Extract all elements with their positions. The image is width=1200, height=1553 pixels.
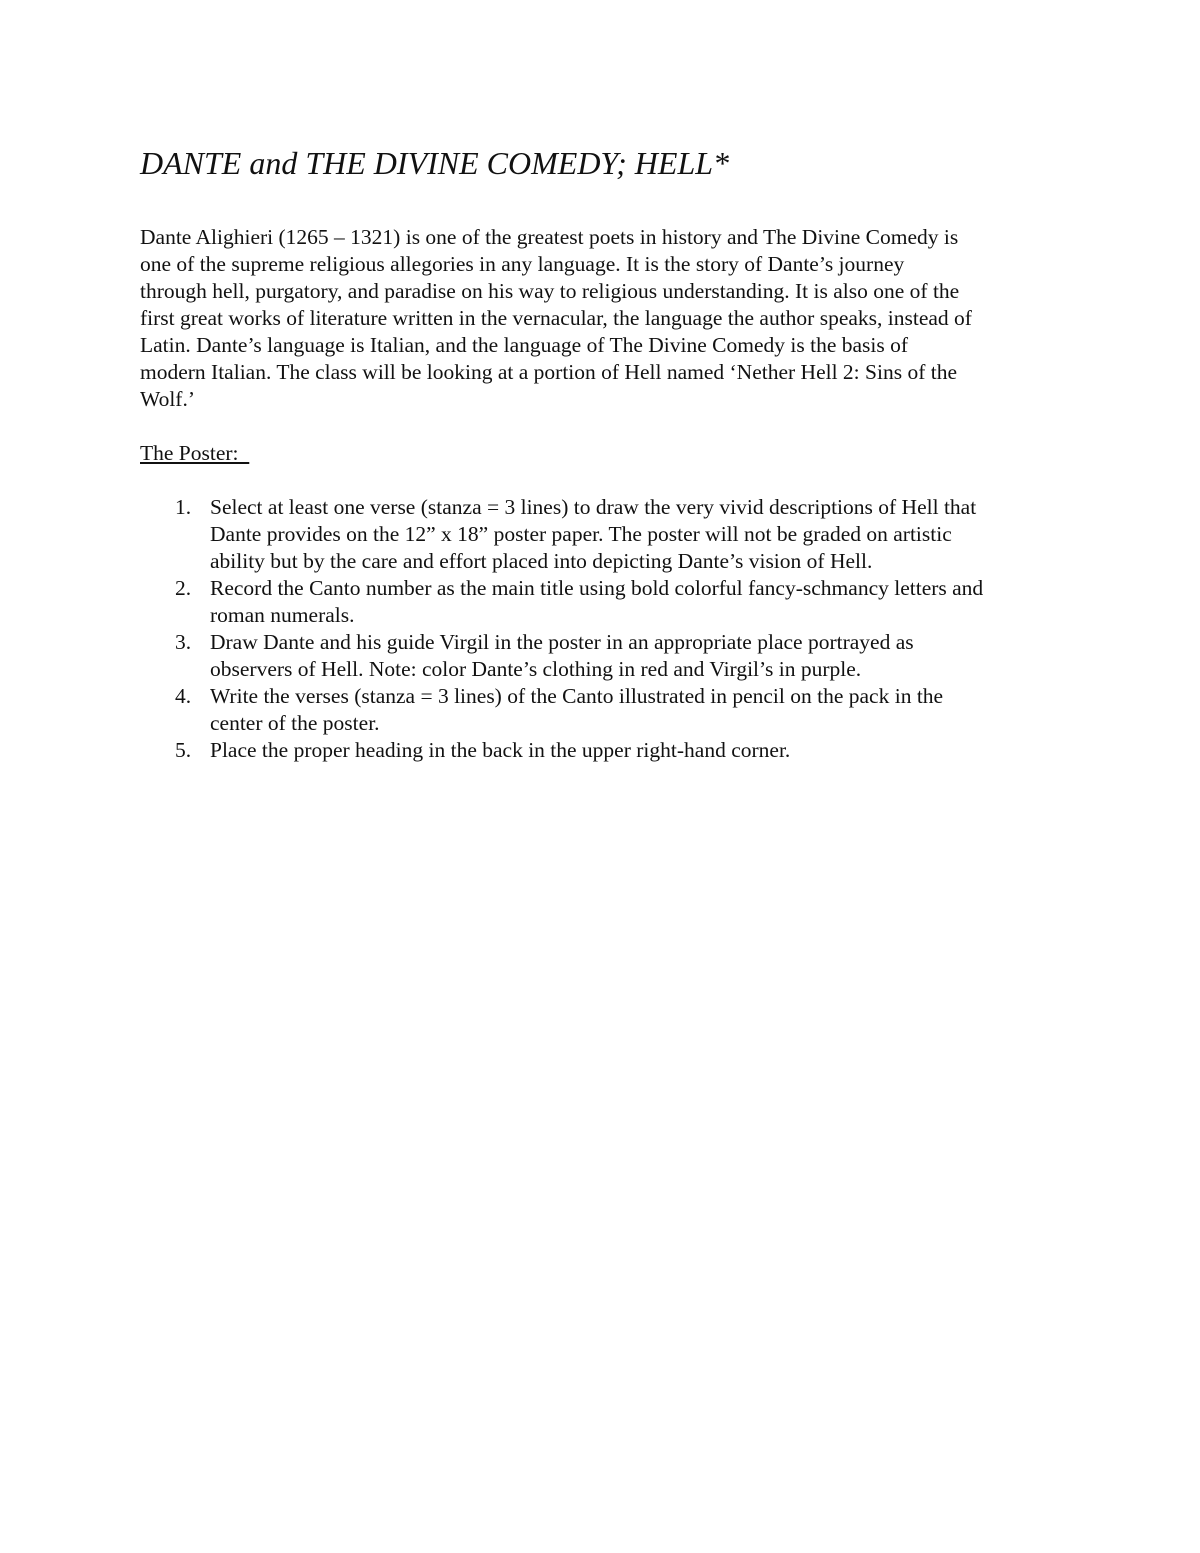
intro-line: modern Italian. The class will be looking at a portion of Hell named ‘Nether Hell 2: Sins of the xyxy=(140,360,957,384)
step-line: ability but by the care and effort placed into depicting Dante’s vision of Hell. xyxy=(210,549,873,573)
document-title: DANTE and THE DIVINE COMEDY; HELL* xyxy=(140,145,730,181)
intro-line: Latin. Dante’s language is Italian, and the language of The Divine Comedy is the basis of xyxy=(140,333,909,357)
step-line: Dante provides on the 12” x 18” poster paper. The poster will not be graded on artistic xyxy=(210,522,952,546)
step-line: Write the verses (stanza = 3 lines) of the Canto illustrated in pencil on the pack in the xyxy=(210,684,944,708)
step-number: 4. xyxy=(175,684,192,708)
list-item xyxy=(140,629,1080,683)
intro-line: Wolf.’ xyxy=(140,387,195,411)
list-item xyxy=(140,683,1080,737)
intro-line: Dante Alighieri (1265 – 1321) is one of the greatest poets in history and The Divine Comedy is xyxy=(140,225,959,249)
intro-line: through hell, purgatory, and paradise on his way to religious understanding. It is also one of the xyxy=(140,279,960,303)
intro-paragraph xyxy=(140,224,1080,413)
step-line: Select at least one verse (stanza = 3 lines) to draw the very vivid descriptions of Hell that xyxy=(210,495,977,519)
step-number: 1. xyxy=(175,495,192,519)
poster-steps-list xyxy=(140,494,1080,764)
list-item xyxy=(140,575,1080,629)
step-line: roman numerals. xyxy=(210,603,355,627)
intro-line: one of the supreme religious allegories in any language. It is the story of Dante’s journey xyxy=(140,252,905,276)
step-number: 5. xyxy=(175,738,192,762)
intro-line: first great works of literature written in the vernacular, the language the author speaks, instead of xyxy=(140,306,972,330)
poster-section-heading: The Poster: xyxy=(140,441,250,465)
step-line: Draw Dante and his guide Virgil in the poster in an appropriate place portrayed as xyxy=(210,630,914,654)
step-line: observers of Hell. Note: color Dante’s clothing in red and Virgil’s in purple. xyxy=(210,657,862,681)
step-line: Record the Canto number as the main title using bold colorful fancy-schmancy letters and xyxy=(210,576,984,600)
step-number: 2. xyxy=(175,576,192,600)
step-line: Place the proper heading in the back in the upper right-hand corner. xyxy=(210,738,791,762)
list-item xyxy=(140,737,1080,764)
step-number: 3. xyxy=(175,630,192,654)
list-item xyxy=(140,494,1080,575)
step-line: center of the poster. xyxy=(210,711,380,735)
